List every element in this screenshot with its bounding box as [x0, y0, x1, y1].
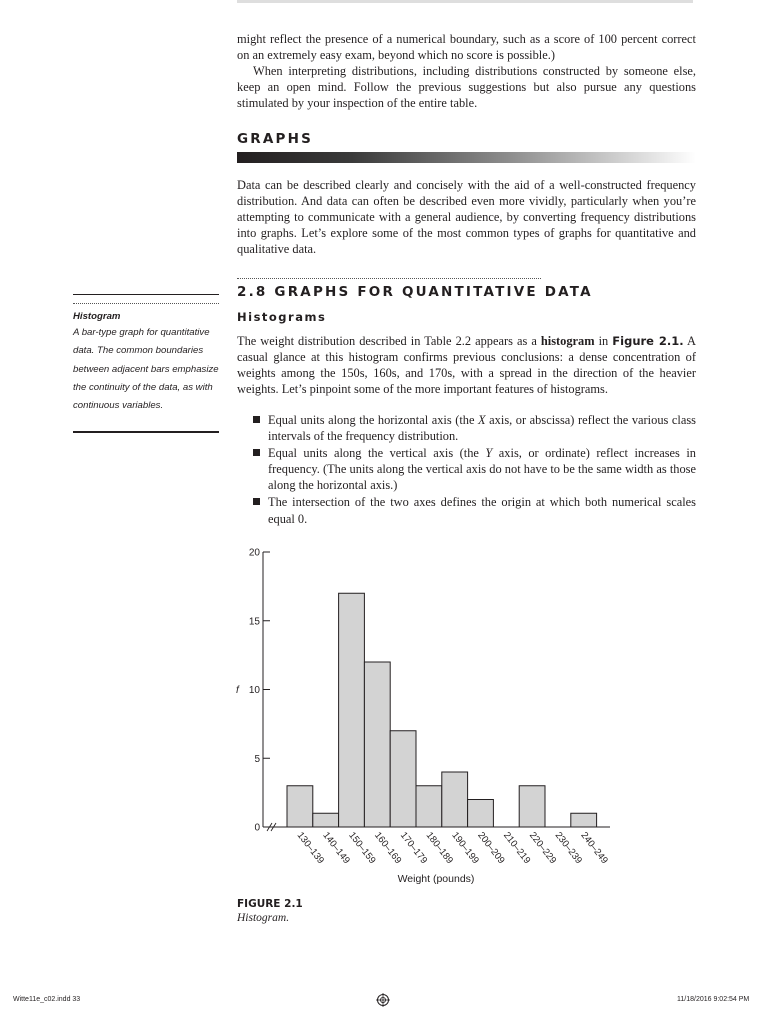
graphs-paragraph-block — [237, 177, 696, 257]
bullet-text-pre: Equal units along the horizontal axis (the — [268, 413, 479, 427]
x-tick-label: 190–199 — [449, 830, 481, 866]
histogram-bar — [442, 772, 468, 827]
x-tick-label: 240–249 — [578, 830, 610, 866]
histogram-chart — [226, 540, 626, 890]
x-tick-label: 150–159 — [346, 830, 378, 866]
figure-caption: Histogram. — [237, 912, 290, 924]
bullet-item — [253, 445, 696, 493]
histogram-bar — [287, 786, 313, 827]
y-axis-label: f — [236, 685, 239, 696]
bullet-square-icon — [253, 416, 260, 423]
graphs-heading-block — [237, 131, 696, 163]
x-tick-label: 230–239 — [552, 830, 585, 866]
bullet-variable: Y — [485, 446, 493, 461]
histogram-bar — [519, 786, 545, 827]
histograms-paragraph — [237, 333, 696, 397]
x-axis-label: Weight (pounds) — [397, 873, 475, 885]
bullet-variable: X — [478, 413, 486, 427]
bullet-text-post: axis, or abscissa) reflect the various class intervals of the frequency distribution. — [268, 413, 696, 444]
bullet-text-post: axis, or ordinate) reflect increases in frequency. (The units along the vertical axis do not have to be the same width as those along the horizontal axis.) — [268, 446, 697, 493]
x-tick-label: 180–189 — [423, 830, 456, 866]
sidebar-glossary — [73, 311, 219, 415]
intro-paragraph-tail: might reflect the presence of a numerical boundary, such as a score of 100 percent correct on an extremely easy exam, beyond which no score is possible.) — [237, 32, 696, 63]
histograms-subheading-block — [237, 310, 696, 324]
features-bullet-block — [253, 412, 696, 528]
para-text-3: A casual glance at this histogram confirms previous conclusions: a dense concentration of weights among the 150s, 160s, and 170s, with a spread in the direction of the heavier weights. Let’s pinpoint some of the more important features of histograms. — [237, 334, 696, 397]
histogram-bar — [468, 800, 494, 828]
intro-paragraph-2: When interpreting distributions, including distributions constructed by someone else, keep an open mind. Follow the previous suggestions but also pursue any questions stimulated by your inspection of the entire table. — [237, 64, 696, 111]
sidebar-bottom-rule — [73, 431, 219, 433]
histogram-bar — [339, 593, 365, 827]
histogram-bar — [313, 813, 339, 827]
histograms-subheading: Histograms — [237, 310, 327, 324]
running-header-rule — [237, 0, 693, 3]
sidebar-top-solid-rule — [73, 294, 219, 295]
histograms-paragraph-block — [237, 333, 696, 397]
intro-block — [237, 31, 696, 111]
histogram-bar — [390, 731, 416, 827]
para-figure-ref: Figure 2.1. — [612, 334, 684, 348]
y-tick-label: 0 — [254, 822, 260, 834]
x-tick-label: 130–139 — [294, 830, 327, 866]
section-dotted-rule — [237, 278, 541, 279]
para-text-1: The weight distribution described in Table 2.2 appears as a — [237, 334, 541, 348]
x-tick-label: 140–149 — [320, 830, 352, 866]
heading-gradient-bar — [237, 152, 696, 163]
x-tick-label: 210–219 — [501, 830, 533, 866]
histogram-bar — [416, 786, 442, 827]
histogram-bar — [571, 813, 597, 827]
y-tick-label: 20 — [248, 547, 260, 559]
bullet-text-pre: Equal units along the vertical axis (the — [268, 446, 486, 461]
para-term-histogram: histogram — [540, 334, 595, 348]
x-tick-label: 200–209 — [475, 830, 507, 866]
graphs-heading: GRAPHS — [237, 131, 314, 147]
histogram-bar — [364, 662, 390, 827]
section-2-8-block — [237, 284, 696, 300]
sidebar-definition: A bar-type graph for quantitative data. The common boundaries between adjacent bars emphasize the continuity of the data, as with continuous variables. — [73, 327, 219, 412]
graphs-paragraph: Data can be described clearly and concisely with the aid of a well-constructed frequency distribution. And data can often be described even more vividly, particularly when you’re attempting to communicate with a general audience, by converting frequency distributions into graphs. Let’s explore some of the most common types of graphs for quantitative and qualitative data. — [237, 178, 696, 257]
y-tick-label: 5 — [254, 753, 260, 765]
registration-mark-icon — [376, 993, 390, 1007]
bullet-text-pre: The intersection of the two axes defines the origin at which both numerical scales equal 0. — [268, 495, 696, 526]
x-tick-label: 170–179 — [397, 830, 430, 866]
footer-left: Witte11e_c02.indd 33 — [13, 996, 81, 1003]
bullet-item — [253, 494, 696, 526]
sidebar-term: Histogram — [73, 311, 121, 322]
footer-right: 11/18/2016 9:02:54 PM — [677, 996, 750, 1003]
para-text-2: in — [594, 334, 613, 348]
y-tick-label: 10 — [248, 685, 260, 696]
bullet-square-icon — [253, 498, 260, 505]
bullet-square-icon — [253, 449, 260, 456]
x-tick-label: 220–229 — [526, 830, 559, 866]
x-tick-label: 160–169 — [372, 830, 404, 866]
y-tick-label: 15 — [248, 616, 260, 628]
section-2-8-heading: 2.8 GRAPHS FOR QUANTITATIVE DATA — [237, 284, 593, 300]
figure-caption-block — [237, 898, 537, 924]
bullet-item — [253, 412, 696, 444]
sidebar-top-rule — [73, 303, 219, 304]
features-bullet-list — [253, 412, 696, 527]
figure-label: FIGURE 2.1 — [237, 898, 303, 910]
